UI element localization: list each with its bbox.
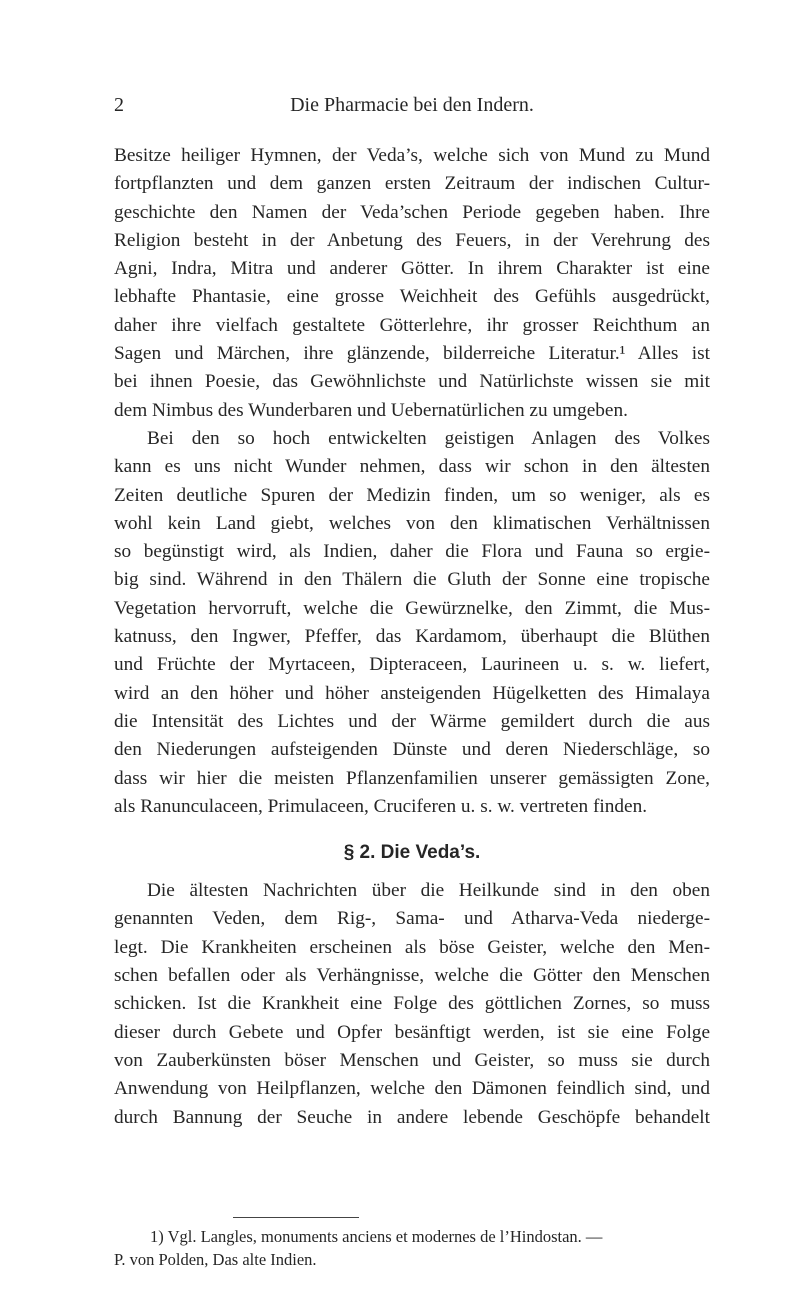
text-line: Vegetation hervorruft, welche die Gewürznelke, den Zimmt, die Mus-	[114, 597, 710, 619]
paragraph-veda-medicine	[114, 877, 710, 1132]
running-head	[114, 94, 710, 120]
text-line: durch Bannung der Seuche in andere lebende Geschöpfe behandelt	[114, 1106, 710, 1128]
text-line: Religion besteht in der Anbetung des Feuers, in der Verehrung des	[114, 229, 710, 251]
text-line: schen befallen oder als Verhängnisse, welche die Götter den Menschen	[114, 965, 710, 987]
section-heading: § 2. Die Veda’s.	[343, 842, 481, 864]
text-line: dem Nimbus des Wunderbaren und Uebernatürlichen zu umgeben.	[114, 399, 628, 421]
text-line: lebhafte Phantasie, eine grosse Weichheit des Gefühls ausgedrückt,	[114, 286, 710, 308]
text-line: Agni, Indra, Mitra und anderer Götter. In ihrem Charakter ist eine	[114, 258, 710, 280]
running-title: Die Pharmacie bei den Indern.	[290, 94, 534, 116]
text-line: Die ältesten Nachrichten über die Heilkunde sind in den oben	[147, 880, 710, 902]
paragraph-veda-period	[114, 142, 710, 425]
body-text	[114, 142, 710, 1132]
text-line: Anwendung von Heilpflanzen, welche den Dämonen feindlich sind, und	[114, 1078, 710, 1100]
text-line: fortpflanzten und dem ganzen ersten Zeitraum der indischen Cultur-	[114, 173, 710, 195]
text-line: Zeiten deutliche Spuren der Medizin finden, um so weniger, als es	[114, 484, 710, 506]
text-line: daher ihre vielfach gestaltete Götterlehre, ihr grosser Reichthum an	[114, 314, 710, 336]
text-line: die Intensität des Lichtes und der Wärme gemildert durch die aus	[114, 710, 710, 732]
text-line: wird an den höher und höher ansteigenden Hügelketten des Himalaya	[114, 682, 710, 704]
text-line: big sind. Während in den Thälern die Gluth der Sonne eine tropische	[114, 569, 710, 591]
paragraph-medicine-flora	[114, 425, 710, 821]
text-line: dass wir hier die meisten Pflanzenfamilien unserer gemässigten Zone,	[114, 767, 710, 789]
text-line: kann es uns nicht Wunder nehmen, dass wir schon in den ältesten	[114, 456, 710, 478]
footnote-rule	[233, 1217, 359, 1218]
text-line: genannten Veden, dem Rig-, Sama- und Atharva-Veda niederge-	[114, 908, 710, 930]
text-line: bei ihnen Poesie, das Gewöhnlichste und Natürlichste wissen sie mit	[114, 371, 710, 393]
text-line: als Ranunculaceen, Primulaceen, Cruciferen u. s. w. vertreten finden.	[114, 795, 648, 817]
text-line: Sagen und Märchen, ihre glänzende, bilderreiche Literatur.¹ Alles ist	[114, 343, 710, 365]
text-line: schicken. Ist die Krankheit eine Folge des göttlichen Zornes, so muss	[114, 993, 710, 1015]
footnotes	[114, 1225, 710, 1271]
text-line: katnuss, den Ingwer, Pfeffer, das Kardamom, überhaupt die Blüthen	[114, 626, 710, 648]
text-line: von Zauberkünsten böser Menschen und Geister, so muss sie durch	[114, 1049, 710, 1071]
page-number: 2	[114, 94, 124, 116]
text-line: wohl kein Land giebt, welches von den klimatischen Verhältnissen	[114, 512, 710, 534]
text-line: geschichte den Namen der Veda’schen Periode gegeben haben. Ihre	[114, 201, 710, 223]
text-line: so begünstigt wird, als Indien, daher die Flora und Fauna so ergie-	[114, 541, 710, 563]
footnote-line: 1) Vgl. Langles, monuments anciens et modernes de l’Hindostan. —	[150, 1227, 603, 1246]
text-line: legt. Die Krankheiten erscheinen als böse Geister, welche den Men-	[114, 936, 710, 958]
text-line: Bei den so hoch entwickelten geistigen Anlagen des Volkes	[147, 427, 710, 449]
text-line: dieser durch Gebete und Opfer besänftigt werden, ist sie eine Folge	[114, 1021, 710, 1043]
text-line: und Früchte der Myrtaceen, Dipteraceen, Laurineen u. s. w. liefert,	[114, 654, 710, 676]
text-line: den Niederungen aufsteigenden Dünste und deren Niederschläge, so	[114, 739, 710, 761]
text-line: Besitze heiliger Hymnen, der Veda’s, welche sich von Mund zu Mund	[114, 145, 710, 166]
footnote-line: P. von Polden, Das alte Indien.	[114, 1250, 317, 1269]
